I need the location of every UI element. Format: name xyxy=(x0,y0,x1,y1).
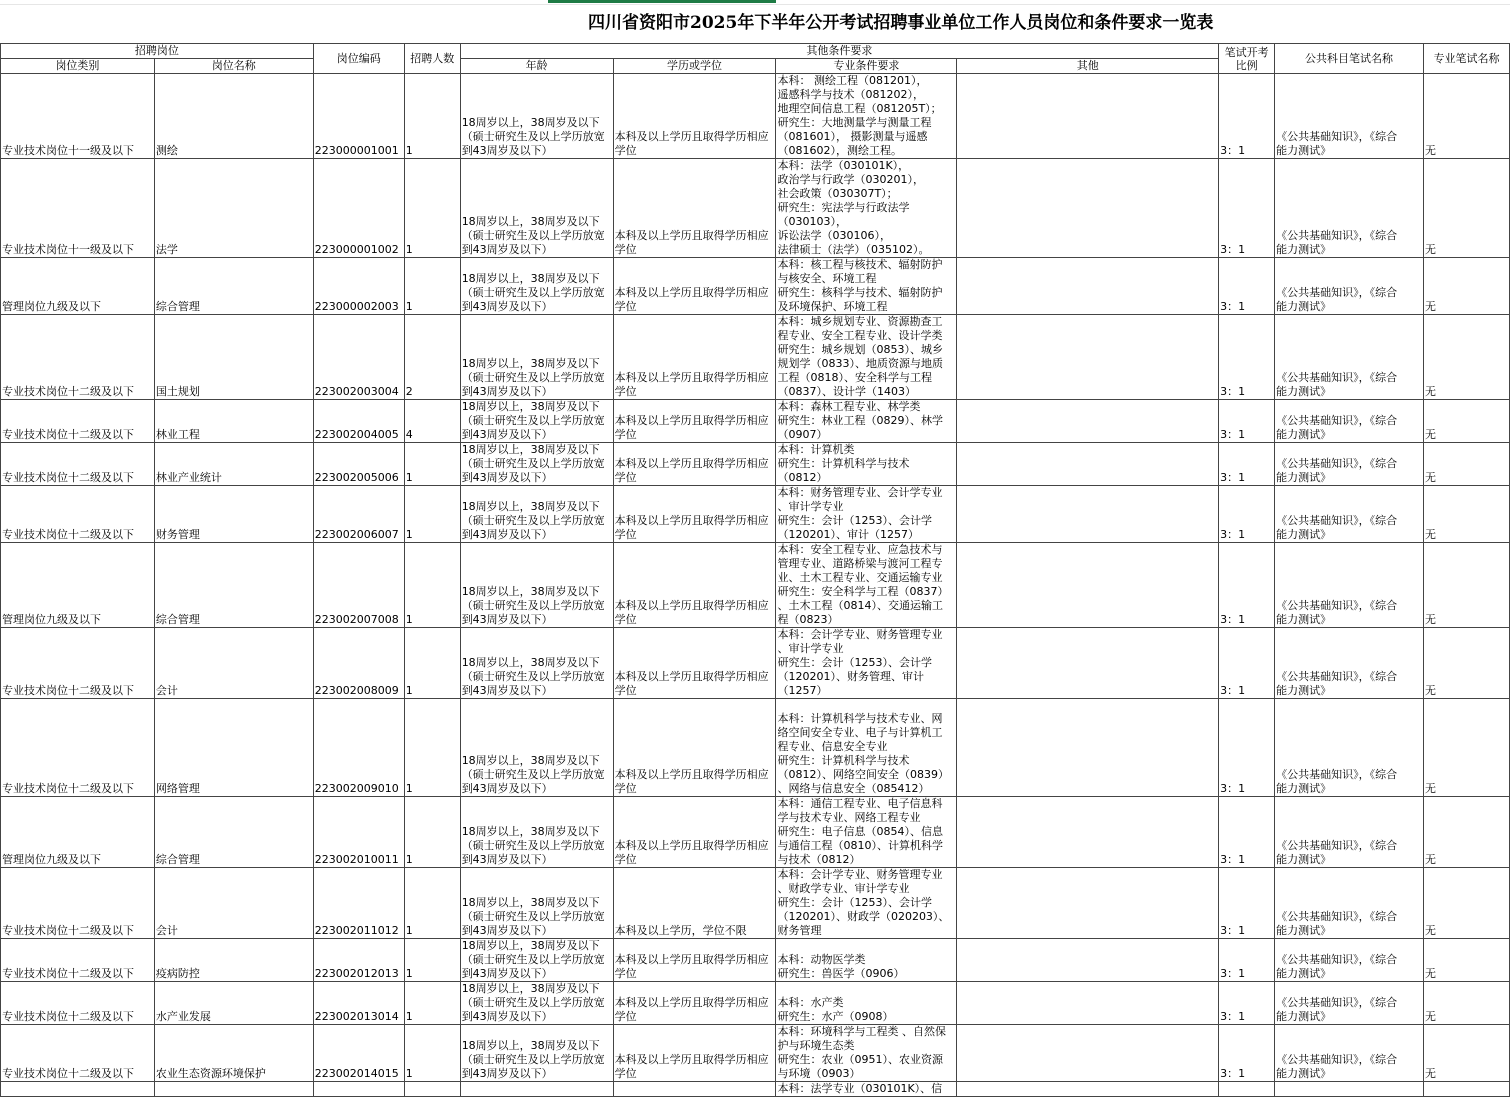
cell-count[interactable]: 1 xyxy=(404,797,460,868)
cell-ratio[interactable]: 3：1 xyxy=(1219,443,1275,486)
cell-name[interactable]: 会计 xyxy=(154,868,313,939)
cell-count[interactable]: 1 xyxy=(404,543,460,628)
cell-count[interactable]: 1 xyxy=(404,486,460,543)
cell-ratio[interactable]: 3：1 xyxy=(1219,699,1275,797)
cell-edu[interactable]: 本科及以上学历且取得学历相应 学位 xyxy=(613,315,776,400)
cell-category[interactable]: 管理岗位九级及以下 xyxy=(1,543,155,628)
header-other-conditions[interactable]: 其他条件要求 xyxy=(460,44,1218,59)
cell-age[interactable]: 18周岁以上，38周岁及以下 （硕士研究生及以上学历放宽 到43周岁及以下） xyxy=(460,628,613,699)
cell-name[interactable]: 综合管理 xyxy=(154,797,313,868)
table-row xyxy=(1,543,1510,628)
cell-other[interactable] xyxy=(957,443,1219,486)
cell-major[interactable]: 本科： 测绘工程（081201）， 遥感科学与技术（081202）， 地理空间信息工程（081205T）； 研究生：大地测量学与测量工程 （081601）， 摄影测量与遥感 （081602），测绘工程。 xyxy=(776,74,957,159)
cell-mexam[interactable]: 无 xyxy=(1424,543,1510,628)
cell-code[interactable]: 223002012013 xyxy=(313,939,404,982)
cell-name[interactable]: 会计 xyxy=(154,628,313,699)
cell-count[interactable]: 1 xyxy=(404,628,460,699)
cell-mexam[interactable]: 无 xyxy=(1424,628,1510,699)
cell-count[interactable]: 1 xyxy=(404,982,460,1025)
cell-exam[interactable]: 《公共基础知识》，《综合 能力测试》 xyxy=(1275,1025,1424,1082)
cell-edu[interactable]: 本科及以上学历且取得学历相应 学位 xyxy=(613,400,776,443)
cell-code[interactable]: 223002007008 xyxy=(313,543,404,628)
cell-major[interactable]: 本科：水产类 研究生：水产（0908） xyxy=(776,982,957,1025)
cell-count[interactable]: 4 xyxy=(404,400,460,443)
cell-exam[interactable]: 《公共基础知识》，《综合 能力测试》 xyxy=(1275,628,1424,699)
cell-mexam[interactable]: 无 xyxy=(1424,797,1510,868)
cell-code[interactable]: 223002005006 xyxy=(313,443,404,486)
cell-age[interactable]: 18周岁以上，38周岁及以下 （硕士研究生及以上学历放宽 到43周岁及以下） xyxy=(460,486,613,543)
cell-exam[interactable]: 《公共基础知识》，《综合 能力测试》 xyxy=(1275,315,1424,400)
cell-other[interactable] xyxy=(957,939,1219,982)
cell-edu[interactable]: 本科及以上学历且取得学历相应 学位 xyxy=(613,443,776,486)
cell-partial[interactable] xyxy=(1219,1082,1275,1097)
cell-other[interactable] xyxy=(957,400,1219,443)
cell-code[interactable]: 223000001002 xyxy=(313,159,404,258)
cell-ratio[interactable]: 3：1 xyxy=(1219,797,1275,868)
cell-partial[interactable] xyxy=(154,1082,313,1097)
cell-partial[interactable] xyxy=(1275,1082,1424,1097)
cell-count[interactable]: 1 xyxy=(404,1025,460,1082)
cell-partial[interactable] xyxy=(613,1082,776,1097)
cell-category[interactable]: 管理岗位九级及以下 xyxy=(1,258,155,315)
cell-exam[interactable]: 《公共基础知识》，《综合 能力测试》 xyxy=(1275,400,1424,443)
cell-other[interactable] xyxy=(957,315,1219,400)
cell-other[interactable] xyxy=(957,543,1219,628)
cell-major[interactable]: 本科：动物医学类 研究生：兽医学（0906） xyxy=(776,939,957,982)
cell-ratio[interactable]: 3：1 xyxy=(1219,315,1275,400)
cell-category[interactable]: 专业技术岗位十一级及以下 xyxy=(1,74,155,159)
cell-other[interactable] xyxy=(957,159,1219,258)
cell-ratio[interactable]: 3：1 xyxy=(1219,159,1275,258)
cell-other[interactable] xyxy=(957,74,1219,159)
cell-edu[interactable]: 本科及以上学历且取得学历相应 学位 xyxy=(613,1025,776,1082)
cell-edu[interactable]: 本科及以上学历且取得学历相应 学位 xyxy=(613,939,776,982)
cell-other[interactable] xyxy=(957,868,1219,939)
cell-age[interactable]: 18周岁以上，38周岁及以下 （硕士研究生及以上学历放宽 到43周岁及以下） xyxy=(460,159,613,258)
cell-other[interactable] xyxy=(957,797,1219,868)
cell-code[interactable]: 223002008009 xyxy=(313,628,404,699)
cell-major[interactable]: 本科：法学（030101K）， 政治学与行政学（030201）， 社会政策（030307T）； 研究生：宪法学与行政法学 （030103）， 诉讼法学（030106）， 法律硕士（法学）（035102）。 xyxy=(776,159,957,258)
cell-code[interactable]: 223002014015 xyxy=(313,1025,404,1082)
cell-exam[interactable]: 《公共基础知识》，《综合 能力测试》 xyxy=(1275,699,1424,797)
cell-age[interactable]: 18周岁以上，38周岁及以下 （硕士研究生及以上学历放宽 到43周岁及以下） xyxy=(460,400,613,443)
cell-category[interactable]: 专业技术岗位十二级及以下 xyxy=(1,699,155,797)
sheet-title: 四川省资阳市2025年下半年公开考试招聘事业单位工作人员岗位和条件要求一览表 xyxy=(588,13,1214,33)
cell-major[interactable]: 本科：核工程与核技术、辐射防护 与核安全、环境工程 研究生：核科学与技术、辐射防护 及环境保护、环境工程 xyxy=(776,258,957,315)
cell-category[interactable]: 管理岗位九级及以下 xyxy=(1,797,155,868)
cell-major[interactable]: 本科：森林工程专业、林学类 研究生：林业工程（0829）、林学 （0907） xyxy=(776,400,957,443)
table-row xyxy=(1,699,1510,797)
cell-code[interactable]: 223002013014 xyxy=(313,982,404,1025)
header-age[interactable]: 年龄 xyxy=(460,59,613,74)
cell-major[interactable]: 本科：通信工程专业、电子信息科 学与技术专业、网络工程专业 研究生：电子信息（0854）、信息 与通信工程（0810）、计算机科学 与技术（0812） xyxy=(776,797,957,868)
cell-other[interactable] xyxy=(957,1025,1219,1082)
table-row xyxy=(1,797,1510,868)
cell-partial[interactable] xyxy=(313,1082,404,1097)
cell-partial[interactable] xyxy=(460,1082,613,1097)
table-row xyxy=(1,443,1510,486)
cell-age[interactable]: 18周岁以上，38周岁及以下 （硕士研究生及以上学历放宽 到43周岁及以下） xyxy=(460,315,613,400)
cell-partial[interactable] xyxy=(1,1082,155,1097)
cell-count[interactable]: 2 xyxy=(404,315,460,400)
cell-code[interactable]: 223002011012 xyxy=(313,868,404,939)
cell-edu[interactable]: 本科及以上学历且取得学历相应 学位 xyxy=(613,486,776,543)
cell-age[interactable]: 18周岁以上，38周岁及以下 （硕士研究生及以上学历放宽 到43周岁及以下） xyxy=(460,1025,613,1082)
header-recruit-post[interactable]: 招聘岗位 xyxy=(1,44,314,59)
table-row xyxy=(1,868,1510,939)
cell-mexam[interactable]: 无 xyxy=(1424,443,1510,486)
cell-ratio[interactable]: 3：1 xyxy=(1219,400,1275,443)
table-row xyxy=(1,628,1510,699)
cell-exam[interactable]: 《公共基础知识》，《综合 能力测试》 xyxy=(1275,74,1424,159)
cell-name[interactable]: 农业生态资源环境保护 xyxy=(154,1025,313,1082)
cell-count[interactable]: 1 xyxy=(404,258,460,315)
cell-major[interactable]: 本科：会计学专业、财务管理专业 、财政学专业、审计学专业 研究生：会计（1253）、会计学 （120201）、财政学（020203）、 财务管理 xyxy=(776,868,957,939)
cell-major[interactable]: 本科：城乡规划专业、资源勘查工 程专业、安全工程专业、设计学类 研究生：城乡规划（0853）、城乡 规划学（0833）、地质资源与地质 工程（0818）、安全科学与工程 （0837）、设计学（1403） xyxy=(776,315,957,400)
cell-age[interactable]: 18周岁以上，38周岁及以下 （硕士研究生及以上学历放宽 到43周岁及以下） xyxy=(460,939,613,982)
cell-code[interactable]: 223000002003 xyxy=(313,258,404,315)
cell-ratio[interactable]: 3：1 xyxy=(1219,939,1275,982)
column-selection-marker xyxy=(548,0,776,3)
cell-age[interactable]: 18周岁以上，38周岁及以下 （硕士研究生及以上学历放宽 到43周岁及以下） xyxy=(460,543,613,628)
cell-count[interactable]: 1 xyxy=(404,939,460,982)
cell-mexam[interactable]: 无 xyxy=(1424,868,1510,939)
cell-mexam[interactable]: 无 xyxy=(1424,982,1510,1025)
cell-count[interactable]: 1 xyxy=(404,443,460,486)
cell-mexam[interactable]: 无 xyxy=(1424,699,1510,797)
header-row-1 xyxy=(1,44,1510,59)
table-row xyxy=(1,258,1510,315)
cell-partial[interactable] xyxy=(404,1082,460,1097)
cell-name[interactable]: 法学 xyxy=(154,159,313,258)
cell-code[interactable]: 223002009010 xyxy=(313,699,404,797)
cell-partial[interactable]: 本科：法学专业（030101K）、信 xyxy=(776,1082,957,1097)
cell-partial[interactable] xyxy=(957,1082,1219,1097)
cell-edu[interactable]: 本科及以上学历且取得学历相应 学位 xyxy=(613,699,776,797)
cell-category[interactable]: 专业技术岗位十二级及以下 xyxy=(1,486,155,543)
cell-category[interactable]: 专业技术岗位十二级及以下 xyxy=(1,315,155,400)
cell-age[interactable]: 18周岁以上，38周岁及以下 （硕士研究生及以上学历放宽 到43周岁及以下） xyxy=(460,258,613,315)
cell-category[interactable]: 专业技术岗位十二级及以下 xyxy=(1,868,155,939)
cell-mexam[interactable]: 无 xyxy=(1424,315,1510,400)
cell-code[interactable]: 223002010011 xyxy=(313,797,404,868)
cell-age[interactable]: 18周岁以上，38周岁及以下 （硕士研究生及以上学历放宽 到43周岁及以下） xyxy=(460,74,613,159)
cell-major[interactable]: 本科：财务管理专业、会计学专业 、审计学专业 研究生：会计（1253）、会计学 （120201）、审计（1257） xyxy=(776,486,957,543)
table-row xyxy=(1,982,1510,1025)
cell-age[interactable]: 18周岁以上，38周岁及以下 （硕士研究生及以上学历放宽 到43周岁及以下） xyxy=(460,797,613,868)
cell-age[interactable]: 18周岁以上，38周岁及以下 （硕士研究生及以上学历放宽 到43周岁及以下） xyxy=(460,982,613,1025)
header-public-exam[interactable]: 公共科目笔试名称 xyxy=(1275,44,1424,74)
table-row xyxy=(1,1025,1510,1082)
cell-mexam[interactable]: 无 xyxy=(1424,74,1510,159)
cell-mexam[interactable]: 无 xyxy=(1424,258,1510,315)
cell-count[interactable]: 1 xyxy=(404,74,460,159)
cell-name[interactable]: 综合管理 xyxy=(154,258,313,315)
cell-count[interactable]: 1 xyxy=(404,159,460,258)
cell-other[interactable] xyxy=(957,628,1219,699)
header-major[interactable]: 专业条件要求 xyxy=(776,59,957,74)
cell-major[interactable]: 本科：计算机类 研究生：计算机科学与技术 （0812） xyxy=(776,443,957,486)
cell-category[interactable]: 专业技术岗位十二级及以下 xyxy=(1,628,155,699)
cell-name[interactable]: 水产业发展 xyxy=(154,982,313,1025)
cell-edu[interactable]: 本科及以上学历且取得学历相应 学位 xyxy=(613,543,776,628)
cell-mexam[interactable]: 无 xyxy=(1424,159,1510,258)
cell-exam[interactable]: 《公共基础知识》，《综合 能力测试》 xyxy=(1275,486,1424,543)
cell-edu[interactable]: 本科及以上学历，学位不限 xyxy=(613,868,776,939)
cell-edu[interactable]: 本科及以上学历且取得学历相应 学位 xyxy=(613,159,776,258)
cell-edu[interactable]: 本科及以上学历且取得学历相应 学位 xyxy=(613,628,776,699)
cell-other[interactable] xyxy=(957,699,1219,797)
cell-exam[interactable]: 《公共基础知识》，《综合 能力测试》 xyxy=(1275,258,1424,315)
cell-ratio[interactable]: 3：1 xyxy=(1219,982,1275,1025)
cell-name[interactable]: 林业产业统计 xyxy=(154,443,313,486)
header-recruit-count[interactable]: 招聘人数 xyxy=(404,44,460,74)
cell-mexam[interactable]: 无 xyxy=(1424,939,1510,982)
cell-age[interactable]: 18周岁以上，38周岁及以下 （硕士研究生及以上学历放宽 到43周岁及以下） xyxy=(460,443,613,486)
cell-mexam[interactable]: 无 xyxy=(1424,400,1510,443)
header-post-name[interactable]: 岗位名称 xyxy=(154,59,313,74)
cell-exam[interactable]: 《公共基础知识》，《综合 能力测试》 xyxy=(1275,939,1424,982)
cell-edu[interactable]: 本科及以上学历且取得学历相应 学位 xyxy=(613,982,776,1025)
cell-major[interactable]: 本科：会计学专业、财务管理专业 、审计学专业 研究生：会计（1253）、会计学 （120201）、财务管理、审计 （1257） xyxy=(776,628,957,699)
cell-partial[interactable] xyxy=(1424,1082,1510,1097)
cell-exam[interactable]: 《公共基础知识》，《综合 能力测试》 xyxy=(1275,443,1424,486)
cell-other[interactable] xyxy=(957,486,1219,543)
header-education[interactable]: 学历或学位 xyxy=(613,59,776,74)
cell-category[interactable]: 专业技术岗位十二级及以下 xyxy=(1,939,155,982)
cell-category[interactable]: 专业技术岗位十二级及以下 xyxy=(1,400,155,443)
cell-category[interactable]: 专业技术岗位十一级及以下 xyxy=(1,159,155,258)
cell-other[interactable] xyxy=(957,258,1219,315)
header-major-exam[interactable]: 专业笔试名称 xyxy=(1424,44,1510,74)
cell-code[interactable]: 223002004005 xyxy=(313,400,404,443)
table-row xyxy=(1,159,1510,258)
cell-major[interactable]: 本科：计算机科学与技术专业、网 络空间安全专业、电子与计算机工 程专业、信息安全专业 研究生：计算机科学与技术 （0812）、网络空间安全（0839） 、网络与信息安全（085412） xyxy=(776,699,957,797)
cell-count[interactable]: 1 xyxy=(404,699,460,797)
cell-exam[interactable]: 《公共基础知识》，《综合 能力测试》 xyxy=(1275,543,1424,628)
cell-code[interactable]: 223002006007 xyxy=(313,486,404,543)
cell-mexam[interactable]: 无 xyxy=(1424,486,1510,543)
cell-age[interactable]: 18周岁以上，38周岁及以下 （硕士研究生及以上学历放宽 到43周岁及以下） xyxy=(460,868,613,939)
header-ratio[interactable]: 笔试开考 比例 xyxy=(1219,44,1275,74)
cell-ratio[interactable]: 3：1 xyxy=(1219,543,1275,628)
cell-name[interactable]: 国土规划 xyxy=(154,315,313,400)
cell-name[interactable]: 综合管理 xyxy=(154,543,313,628)
cell-edu[interactable]: 本科及以上学历且取得学历相应 学位 xyxy=(613,797,776,868)
cell-name[interactable]: 疫病防控 xyxy=(154,939,313,982)
recruitment-table xyxy=(0,43,1510,1097)
cell-exam[interactable]: 《公共基础知识》，《综合 能力测试》 xyxy=(1275,797,1424,868)
cell-name[interactable]: 林业工程 xyxy=(154,400,313,443)
header-other[interactable]: 其他 xyxy=(957,59,1219,74)
cell-ratio[interactable]: 3：1 xyxy=(1219,74,1275,159)
cell-exam[interactable]: 《公共基础知识》，《综合 能力测试》 xyxy=(1275,868,1424,939)
cell-exam[interactable]: 《公共基础知识》，《综合 能力测试》 xyxy=(1275,159,1424,258)
cell-edu[interactable]: 本科及以上学历且取得学历相应 学位 xyxy=(613,74,776,159)
cell-category[interactable]: 专业技术岗位十二级及以下 xyxy=(1,443,155,486)
table-row xyxy=(1,939,1510,982)
header-post-category[interactable]: 岗位类别 xyxy=(1,59,155,74)
cell-age[interactable]: 18周岁以上，38周岁及以下 （硕士研究生及以上学历放宽 到43周岁及以下） xyxy=(460,699,613,797)
cell-count[interactable]: 1 xyxy=(404,868,460,939)
cell-category[interactable]: 专业技术岗位十二级及以下 xyxy=(1,1025,155,1082)
cell-ratio[interactable]: 3：1 xyxy=(1219,1025,1275,1082)
cell-name[interactable]: 测绘 xyxy=(154,74,313,159)
cell-mexam[interactable]: 无 xyxy=(1424,1025,1510,1082)
cell-code[interactable]: 223000001001 xyxy=(313,74,404,159)
cell-major[interactable]: 本科：环境科学与工程类 、自然保 护与环境生态类 研究生：农业（0951）、农业资源 与环境（0903） xyxy=(776,1025,957,1082)
cell-ratio[interactable]: 3：1 xyxy=(1219,486,1275,543)
cell-ratio[interactable]: 3：1 xyxy=(1219,868,1275,939)
table-row xyxy=(1,400,1510,443)
cell-exam[interactable]: 《公共基础知识》，《综合 能力测试》 xyxy=(1275,982,1424,1025)
header-post-code[interactable]: 岗位编码 xyxy=(313,44,404,74)
cell-code[interactable]: 223002003004 xyxy=(313,315,404,400)
cell-other[interactable] xyxy=(957,982,1219,1025)
cell-name[interactable]: 网络管理 xyxy=(154,699,313,797)
cell-category[interactable]: 专业技术岗位十二级及以下 xyxy=(1,982,155,1025)
table-row xyxy=(1,74,1510,159)
cell-name[interactable]: 财务管理 xyxy=(154,486,313,543)
table-row xyxy=(1,315,1510,400)
table-row xyxy=(1,486,1510,543)
table-row-partial xyxy=(1,1082,1510,1097)
cell-edu[interactable]: 本科及以上学历且取得学历相应 学位 xyxy=(613,258,776,315)
cell-major[interactable]: 本科：安全工程专业、应急技术与 管理专业、道路桥梁与渡河工程专 业、土木工程专业、交通运输专业 研究生：安全科学与工程（0837） 、土木工程（0814）、交通运输工 程（0823） xyxy=(776,543,957,628)
cell-ratio[interactable]: 3：1 xyxy=(1219,628,1275,699)
cell-ratio[interactable]: 3：1 xyxy=(1219,258,1275,315)
